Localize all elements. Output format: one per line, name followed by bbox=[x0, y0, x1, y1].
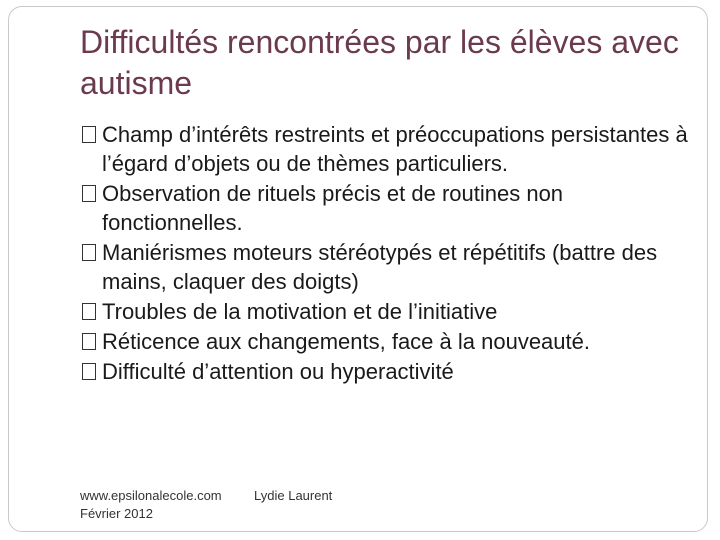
bullet-list bbox=[80, 120, 700, 387]
bullet-text: Troubles de la motivation et de l’initiative bbox=[102, 299, 498, 324]
bullet-item bbox=[80, 179, 700, 237]
square-bullet-icon bbox=[82, 363, 96, 380]
square-bullet-icon bbox=[82, 126, 96, 143]
square-bullet-icon bbox=[82, 333, 96, 350]
bullet-text: Difficulté d’attention ou hyperactivité bbox=[102, 359, 454, 384]
bullet-text: Maniérismes moteurs stéréotypés et répétitifs (battre des mains, claquer des doigts) bbox=[102, 240, 658, 294]
footer-url: www.epsilonalecole.com bbox=[80, 488, 222, 503]
bullet-item bbox=[80, 357, 700, 386]
slide-title: Difficultés rencontrées par les élèves avec autisme bbox=[80, 24, 679, 101]
bullet-text: Champ d’intérêts restreints et préoccupations persistantes à l’égard d’objets ou de thèmes particuliers. bbox=[102, 122, 688, 176]
footer-author: Lydie Laurent bbox=[254, 488, 333, 503]
square-bullet-icon bbox=[82, 303, 96, 320]
square-bullet-icon bbox=[82, 244, 96, 261]
square-bullet-icon bbox=[82, 185, 96, 202]
bullet-text: Réticence aux changements, face à la nouveauté. bbox=[102, 329, 590, 354]
bullet-item bbox=[80, 120, 700, 178]
bullet-item bbox=[80, 327, 700, 356]
footer-date: Février 2012 bbox=[80, 506, 153, 521]
bullet-item bbox=[80, 238, 700, 296]
bullet-text: Observation de rituels précis et de routines non fonctionnelles. bbox=[102, 181, 564, 235]
bullet-item bbox=[80, 297, 700, 326]
